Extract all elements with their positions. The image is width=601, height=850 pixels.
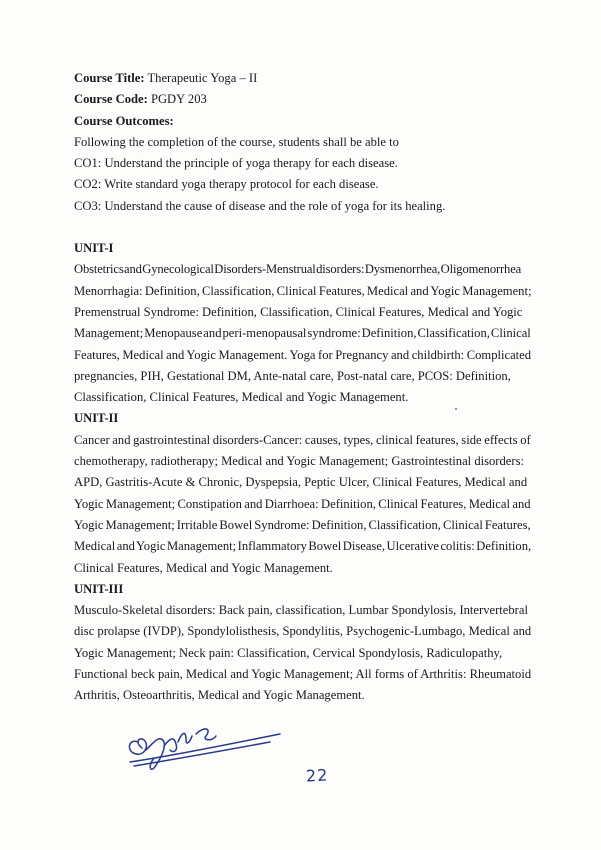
course-title-value: Therapeutic Yoga – II: [144, 71, 258, 85]
unit-3-heading: UNIT-III: [74, 581, 124, 596]
unit-1-line: Features, Medical and Yogic Management. Yoga for Pregnancy and childbirth: Complicated: [74, 347, 532, 362]
spacer: [74, 217, 531, 238]
page-content: [74, 68, 531, 707]
unit-3-line: Arthritis, Osteoarthritis, Medical and Yogic Management.: [74, 688, 365, 703]
unit-2-line: Yogic Management; Constipation and Diarrhoea: Definition, Clinical Features, Medical and: [74, 496, 531, 511]
unit-3-body: [74, 600, 531, 706]
outcome-item: CO2: Write standard yoga therapy protocol for each disease.: [74, 177, 379, 192]
unit-1-line: pregnancies, PIH, Gestational DM, Ante-natal care, Post-natal care, PCOS: Definition,: [74, 368, 511, 383]
outcomes-intro: Following the completion of the course, students shall be able to: [74, 134, 399, 149]
unit-2-line: Medical and Yogic Management; Inflammatory Bowel Disease, Ulcerative colitis: Definition,: [74, 539, 532, 554]
scan-speck: [455, 408, 457, 410]
unit-2-line: Clinical Features, Medical and Yogic Management.: [74, 560, 333, 575]
unit-2-line: APD, Gastritis-Acute & Chronic, Dyspepsia, Peptic Ulcer, Clinical Features, Medical and: [74, 475, 528, 490]
outcome-item: CO3: Understand the cause of disease and the role of yoga for its healing.: [74, 198, 446, 213]
course-title-label: Course Title:: [74, 71, 145, 85]
unit-3-line: disc prolapse (IVDP), Spondylolisthesis, Spondylitis, Psychogenic-Lumbago, Medical and: [74, 624, 532, 639]
course-outcomes-heading: Course Outcomes:: [74, 113, 174, 128]
unit-1-line: Obstetrics and Gynecological Disorders-Menstrual disorders: Dysmenorrhea, Oligomenorrhea: [74, 262, 522, 277]
course-code-line: [74, 89, 531, 110]
course-title-line: [74, 68, 531, 89]
unit-2-body: [74, 430, 531, 579]
course-code-label: Course Code:: [74, 92, 148, 107]
unit-3-line: Musculo-Skeletal disorders: Back pain, classification, Lumbar Spondylosis, Intervertebral: [74, 603, 528, 618]
unit-1-line: Classification, Clinical Features, Medical and Yogic Management.: [74, 390, 409, 405]
unit-1-heading: UNIT-I: [74, 241, 114, 256]
unit-1-line: Management; Menopause and peri-menopausal syndrome: Definition, Classification, Clinical: [74, 326, 531, 341]
outcome-item: CO1: Understand the principle of yoga therapy for each disease.: [74, 156, 398, 171]
unit-1-body: [74, 259, 531, 408]
unit-1-line: Premenstrual Syndrome: Definition, Classification, Clinical Features, Medical and Yogic: [74, 304, 523, 319]
unit-2-line: Cancer and gastrointestinal disorders-Cancer: causes, types, clinical features, side effects of: [74, 432, 531, 447]
page-number: 22: [305, 765, 329, 786]
unit-2-line: chemotherapy, radiotherapy; Medical and Yogic Management; Gastrointestinal disorders:: [74, 454, 524, 469]
unit-1-line: Menorrhagia: Definition, Classification, Clinical Features, Medical and Yogic Management;: [74, 283, 532, 298]
signature-icon: [120, 712, 290, 776]
unit-2-heading: UNIT-II: [74, 411, 119, 426]
unit-3-line: Functional beck pain, Medical and Yogic Management; All forms of Arthritis: Rheumatoid: [74, 667, 532, 682]
unit-2-line: Yogic Management; Irritable Bowel Syndrome: Definition, Classification, Clinical Features,: [74, 517, 531, 532]
unit-3-line: Yogic Management; Neck pain: Classification, Cervical Spondylosis, Radiculopathy,: [74, 645, 503, 660]
course-code-value: PGDY 203: [147, 92, 207, 107]
